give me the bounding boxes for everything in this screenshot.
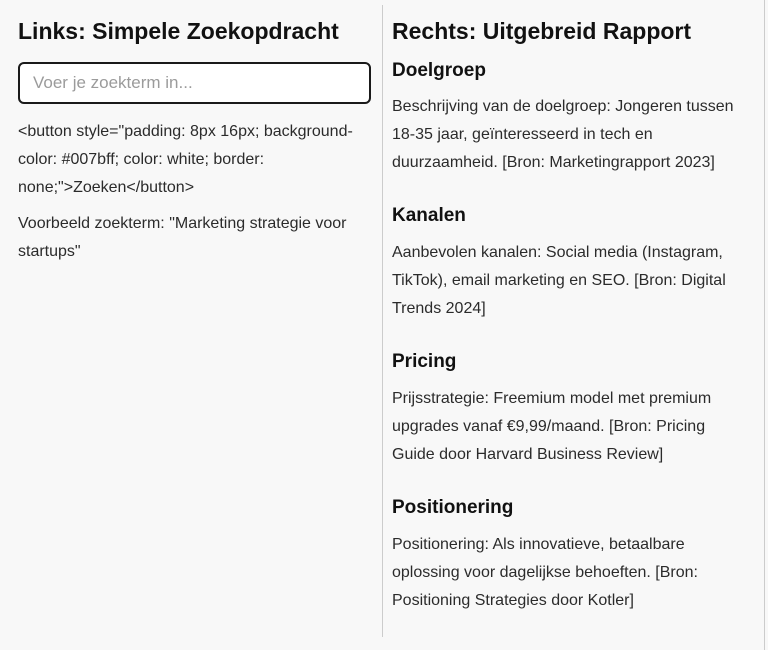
section-kanalen [392,205,741,323]
left-column [0,0,383,615]
section-body-doelgroep: Beschrijving van de doelgroep: Jongeren tussen 18-35 jaar, geïnteresseerd in tech en duurzaamheid. [Bron: Marketingrapport 2023] [392,98,734,172]
button-html-code-text: <button style="padding: 8px 16px; background-color: #007bff; color: white; border: none;">Zoeken</button> [18,122,353,196]
search-input[interactable] [18,62,371,104]
section-body-positionering: Positionering: Als innovatieve, betaalbare oplossing voor dagelijkse behoeften. [Bron: Positioning Strategies door Kotler] [392,535,698,609]
section-body-kanalen: Aanbevolen kanalen: Social media (Instagram, TikTok), email marketing en SEO. [Bron: Digital Trends 2024] [392,244,726,318]
example-search-term-text: Voorbeeld zoekterm: "Marketing strategie voor startups" [18,214,347,260]
section-title-pricing: Pricing [392,351,457,373]
section-title-doelgroep: Doelgroep [392,59,486,81]
section-title-positionering: Positionering [392,496,514,518]
section-body-pricing: Prijsstrategie: Freemium model met premium upgrades vanaf €9,99/maand. [Bron: Pricing Guide door Harvard Business Review] [392,389,712,463]
left-column-title: Links: Simpele Zoekopdracht [18,18,339,44]
right-column-title: Rechts: Uitgebreid Rapport [392,18,692,44]
section-doelgroep [392,60,741,178]
right-column [383,0,768,615]
column-divider [382,5,383,637]
section-positionering [392,497,741,615]
window-right-edge-line [764,0,765,650]
section-title-kanalen: Kanalen [392,205,466,227]
section-pricing [392,351,741,469]
